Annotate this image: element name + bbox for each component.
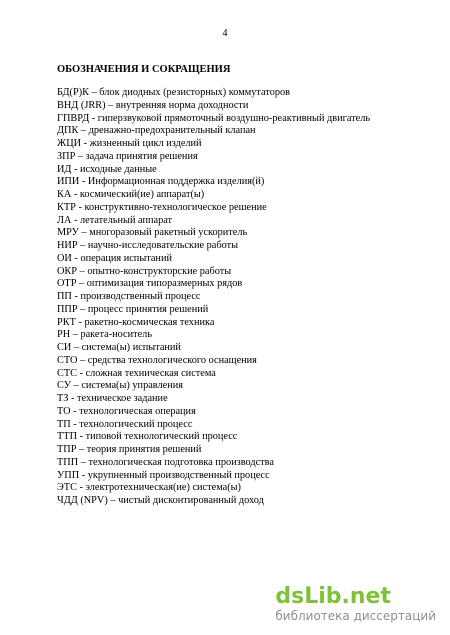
abbreviation-list xyxy=(57,87,370,508)
abbreviation-item: ТТП - типовой технологический процесс xyxy=(57,431,238,443)
abbreviation-item: ГПВРД - гиперзвуковой прямоточный воздушно-реактивный двигатель xyxy=(57,112,371,124)
abbreviation-item: ТПП – технологическая подготовка производства xyxy=(57,456,274,468)
page-number: 4 xyxy=(222,28,228,39)
watermark-subtitle: библиотека диссертаций xyxy=(275,609,436,623)
abbreviation-item: РН – ракета-носитель xyxy=(57,329,153,341)
abbreviation-item: НИР – научно-исследовательские работы xyxy=(57,240,239,251)
abbreviation-item: ОТР – оптимизация типоразмерных рядов xyxy=(57,278,243,290)
abbreviation-item: ТПР – теория принятия решений xyxy=(57,444,202,455)
abbreviation-item: ЖЦИ - жизненный цикл изделий xyxy=(57,138,202,149)
abbreviation-item: РКТ - ракетно-космическая техника xyxy=(57,316,215,328)
abbreviation-item: СТС - сложная техническая система xyxy=(57,367,216,379)
abbreviation-item: УПП - укрупненный производственный процесс xyxy=(57,469,270,481)
abbreviation-item: СУ – система(ы) управления xyxy=(57,380,183,392)
abbreviation-item: ЭТС - электротехническая(ие) система(ы) xyxy=(57,482,241,494)
abbreviation-item: ППР – процесс принятия решений xyxy=(57,303,209,315)
abbreviation-item: БД(Р)К – блок диодных (резисторных) коммутаторов xyxy=(57,87,291,98)
watermark xyxy=(275,585,436,623)
abbreviation-item: МРУ – многоразовый ракетный ускоритель xyxy=(57,227,248,239)
abbreviation-item: ТП - технологический процесс xyxy=(57,418,193,430)
abbreviation-item: ЧДД (NPV) – чистый дисконтированный доход xyxy=(57,495,264,506)
abbreviation-item: ИПИ - Информационная поддержка изделия(й) xyxy=(57,176,265,188)
abbreviation-item: ОКР – опытно-конструкторские работы xyxy=(57,265,232,277)
abbreviation-item: ЗПР – задача принятия решения xyxy=(57,150,198,162)
abbreviation-item: ОИ - операция испытаний xyxy=(57,252,172,264)
abbreviation-item: ПП - производственный процесс xyxy=(57,291,201,302)
abbreviation-item: КТР - конструктивно-технологическое решение xyxy=(57,201,267,213)
abbreviation-item: ТЗ - техническое задание xyxy=(57,393,168,404)
watermark-logo: dsLib.net xyxy=(275,584,391,609)
abbreviation-item: КА - космический(ие) аппарат(ы) xyxy=(57,189,205,200)
abbreviation-item: ДПК – дренажно-предохранительный клапан xyxy=(57,125,256,137)
abbreviation-item: ЛА - летательный аппарат xyxy=(57,214,173,226)
abbreviation-item: ИД - исходные данные xyxy=(57,163,157,175)
abbreviation-item: СИ – система(ы) испытаний xyxy=(57,342,181,353)
section-heading: ОБОЗНАЧЕНИЯ И СОКРАЩЕНИЯ xyxy=(57,64,231,75)
abbreviation-item: ВНД (JRR) – внутренняя норма доходности xyxy=(57,99,249,111)
abbreviation-item: ТО - технологическая операция xyxy=(57,405,196,417)
abbreviation-item: СТО – средства технологического оснащения xyxy=(57,354,257,366)
